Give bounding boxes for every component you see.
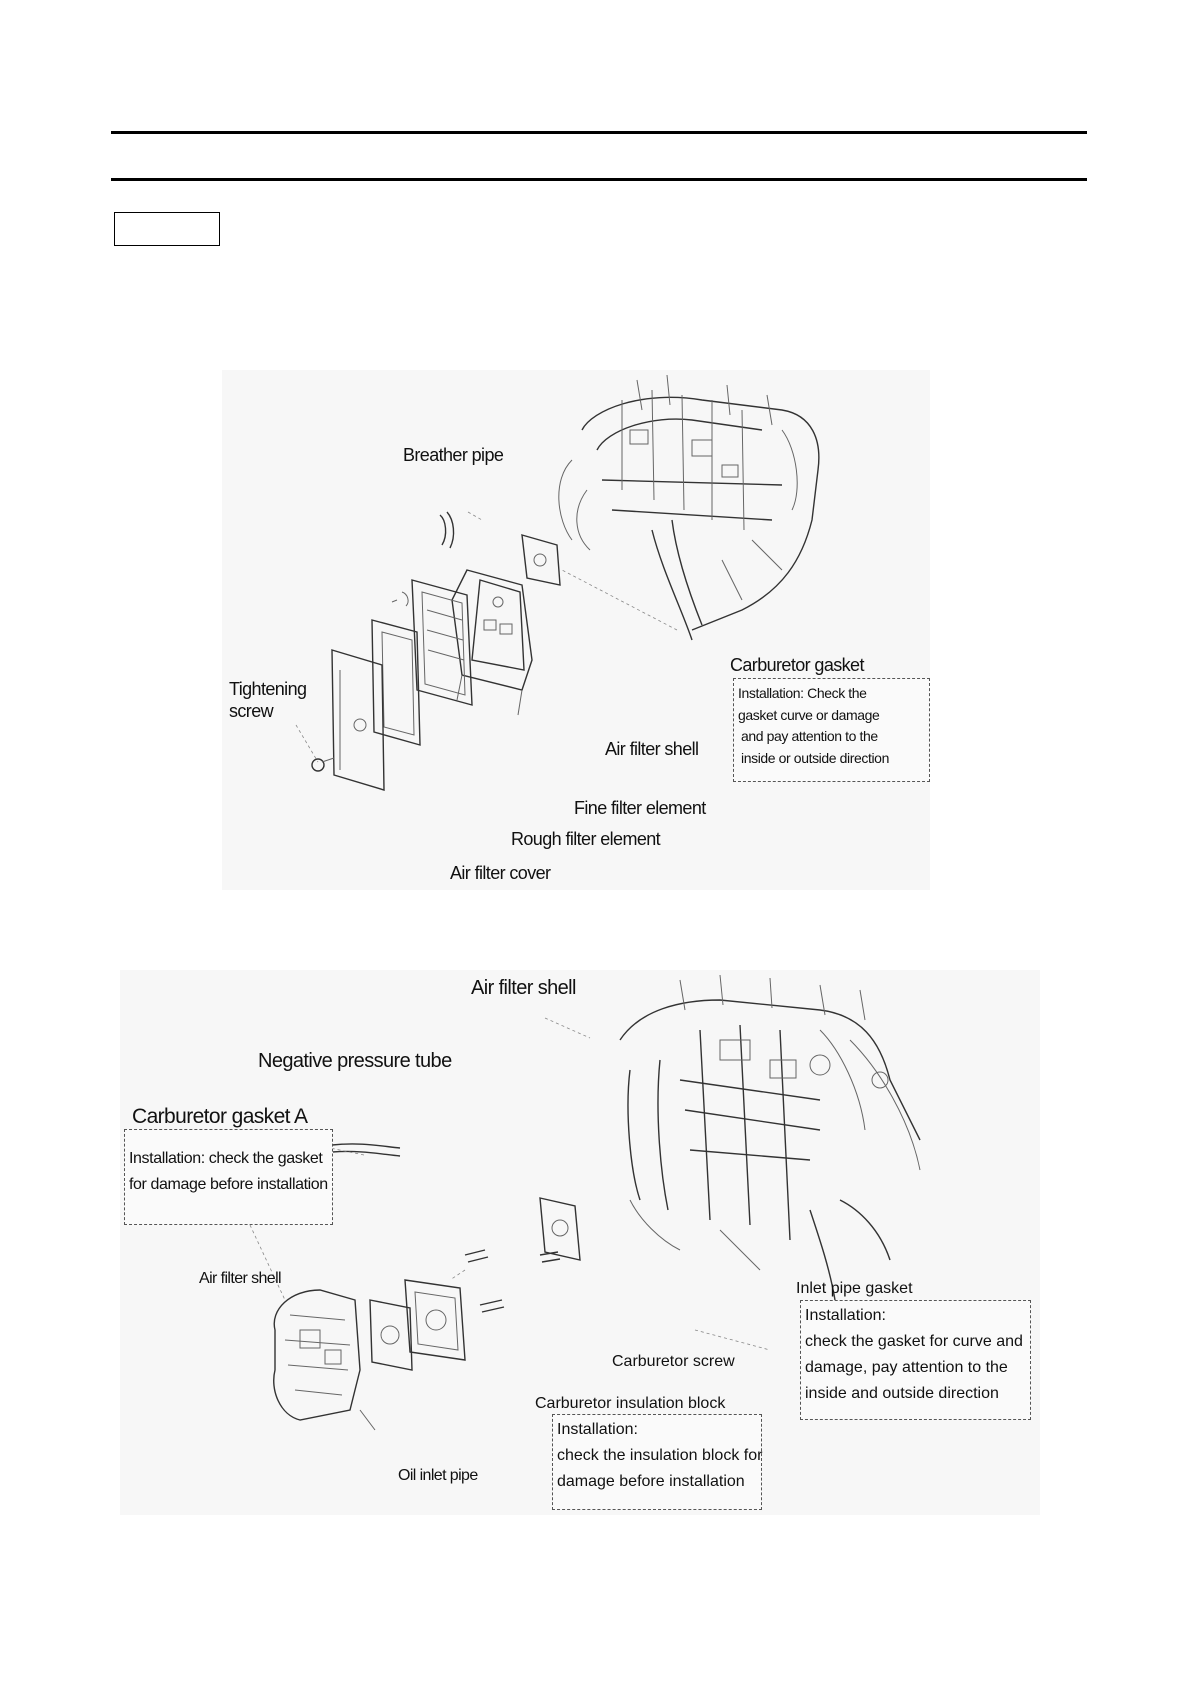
note-carburetor-gasket-a bbox=[124, 1129, 333, 1225]
label-carburetor-gasket-a: Carburetor gasket A bbox=[132, 1105, 308, 1128]
air-filter-shell-sketch bbox=[452, 570, 532, 715]
fine-filter-sketch bbox=[412, 580, 472, 705]
label-air-filter-cover: Air filter cover bbox=[450, 863, 551, 883]
label-negative-pressure-tube: Negative pressure tube bbox=[258, 1050, 452, 1072]
engine-block-sketch bbox=[559, 375, 819, 640]
note-line: damage before installation bbox=[557, 1473, 745, 1490]
note-line: inside or outside direction bbox=[741, 749, 889, 766]
negative-pressure-tube-sketch bbox=[332, 1144, 400, 1156]
insulation-block-sketch bbox=[405, 1280, 465, 1360]
carburetor-screws-sketch bbox=[465, 1250, 560, 1312]
note-line: Installation: Check the bbox=[738, 685, 867, 701]
gasket-sketch bbox=[522, 535, 560, 585]
label-inlet-pipe-gasket: Inlet pipe gasket bbox=[796, 1280, 913, 1297]
label-oil-inlet-pipe: Oil inlet pipe bbox=[398, 1467, 478, 1484]
tightening-screw-sketch bbox=[312, 758, 334, 771]
note-line: for damage before installation bbox=[129, 1176, 328, 1193]
label-air-filter-shell: Air filter shell bbox=[605, 739, 699, 759]
header-rule-top bbox=[111, 131, 1087, 134]
label-carburetor-insulation-block: Carburetor insulation block bbox=[535, 1395, 726, 1412]
breather-pipe-sketch bbox=[440, 512, 454, 548]
label-fine-filter-element: Fine filter element bbox=[574, 798, 706, 818]
note-insulation-block bbox=[552, 1414, 762, 1510]
inlet-gasket-sketch bbox=[540, 1198, 580, 1260]
rough-filter-sketch bbox=[372, 620, 420, 745]
air-filter-cover-sketch bbox=[332, 650, 384, 790]
label-rough-filter-element: Rough filter element bbox=[511, 829, 661, 849]
note-inlet-pipe-gasket bbox=[800, 1300, 1031, 1420]
note-line: Installation: bbox=[805, 1307, 886, 1324]
label-air-filter-shell-top: Air filter shell bbox=[471, 977, 576, 999]
label-breather-pipe: Breather pipe bbox=[403, 445, 504, 465]
note-line: check the gasket for curve and bbox=[805, 1333, 1023, 1350]
note-line: Installation: bbox=[557, 1421, 638, 1438]
engine-sketch bbox=[620, 975, 920, 1300]
note-line: inside and outside direction bbox=[805, 1385, 999, 1402]
header-rule-bottom bbox=[111, 178, 1087, 181]
section-tag-box bbox=[114, 212, 220, 246]
note-line: Installation: check the gasket bbox=[129, 1150, 323, 1167]
note-line: gasket curve or damage bbox=[738, 706, 880, 723]
note-line: damage, pay attention to the bbox=[805, 1359, 1008, 1376]
note-line: and pay attention to the bbox=[741, 728, 878, 744]
note-line: check the insulation block for bbox=[557, 1447, 763, 1464]
note-carburetor-gasket bbox=[733, 678, 930, 782]
label-carburetor-gasket: Carburetor gasket bbox=[730, 655, 864, 675]
label-carburetor-screw: Carburetor screw bbox=[612, 1353, 735, 1370]
label-air-filter-shell-left: Air filter shell bbox=[199, 1270, 281, 1287]
label-tightening-screw: Tightening screw bbox=[229, 679, 307, 721]
carburetor-sketch bbox=[274, 1290, 375, 1430]
carburetor-gasket-a-sketch bbox=[370, 1300, 412, 1370]
